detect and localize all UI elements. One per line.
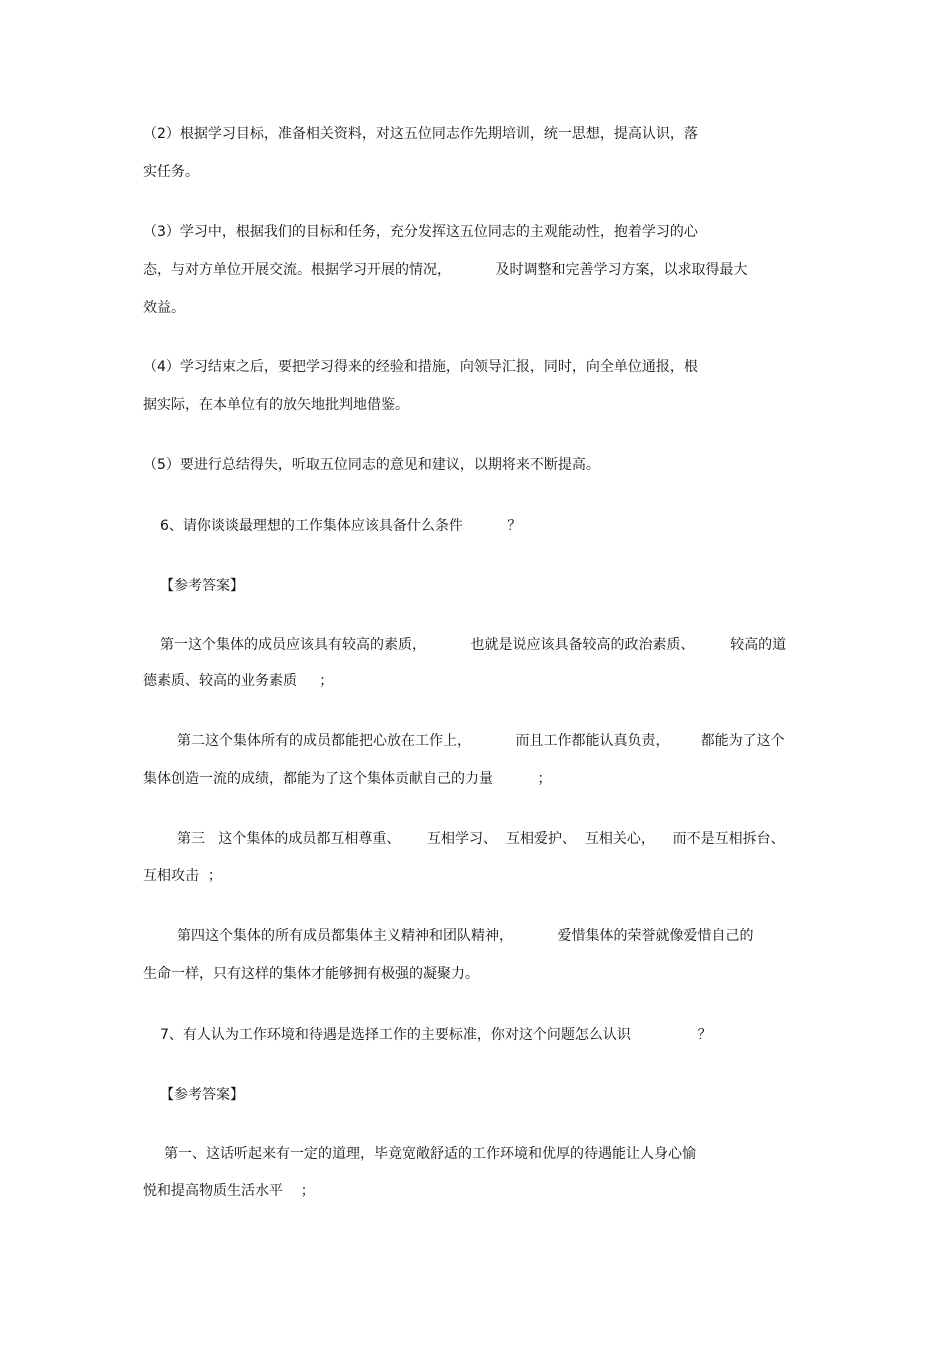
text-line: 效益。 <box>143 300 185 316</box>
text-line: 第一这个集体的成员应该具有较高的素质， 也就是说应该具备较高的政治素质、 较高的道 <box>160 637 787 653</box>
text-line: 据实际，在本单位有的放矢地批判地借鉴。 <box>143 397 409 413</box>
text-line: 生命一样，只有这样的集体才能够拥有极强的凝聚力。 <box>143 966 479 982</box>
answer-label: 【参考答案】 <box>160 578 244 594</box>
text-line: 第二这个集体所有的成员都能把心放在工作上， 而且工作都能认真负责， 都能为了这个 <box>177 733 785 749</box>
text-line: 第四这个集体的所有成员都集体主义精神和团队精神， 爱惜集体的荣誉就像爱惜自己的 <box>177 928 754 944</box>
question-heading: 7、有人认为工作环境和待遇是选择工作的主要标准，你对这个问题怎么认识 ？ <box>160 1027 712 1043</box>
text-line: 态，与对方单位开展交流。根据学习开展的情况， 及时调整和完善学习方案，以求取得最大 <box>143 262 748 278</box>
answer-label: 【参考答案】 <box>160 1087 244 1103</box>
text-line: （2）根据学习目标，准备相关资料，对这五位同志作先期培训，统一思想，提高认识，落 <box>143 126 698 142</box>
text-line: 实任务。 <box>143 164 199 180</box>
text-line: 第一、这话听起来有一定的道理，毕竟宽敞舒适的工作环境和优厚的待遇能让人身心愉 <box>164 1146 696 1162</box>
text-line: （3）学习中，根据我们的目标和任务，充分发挥这五位同志的主观能动性，抱着学习的心 <box>143 224 698 240</box>
text-line: 德素质、较高的业务素质 ； <box>143 673 334 689</box>
text-line: 悦和提高物质生活水平 ； <box>143 1183 315 1199</box>
text-line: 互相攻击 ； <box>143 868 222 884</box>
text-line: 第三 这个集体的成员都互相尊重、 互相学习、 互相爱护、 互相关心， 而不是互相拆台、 <box>177 831 785 847</box>
text-line: （5）要进行总结得失，听取五位同志的意见和建议，以期将来不断提高。 <box>143 457 600 473</box>
question-heading: 6、请你谈谈最理想的工作集体应该具备什么条件 ？ <box>160 518 522 534</box>
text-line: （4）学习结束之后，要把学习得来的经验和措施，向领导汇报，同时，向全单位通报，根 <box>143 359 698 375</box>
text-line: 集体创造一流的成绩，都能为了这个集体贡献自己的力量 ； <box>143 771 552 787</box>
